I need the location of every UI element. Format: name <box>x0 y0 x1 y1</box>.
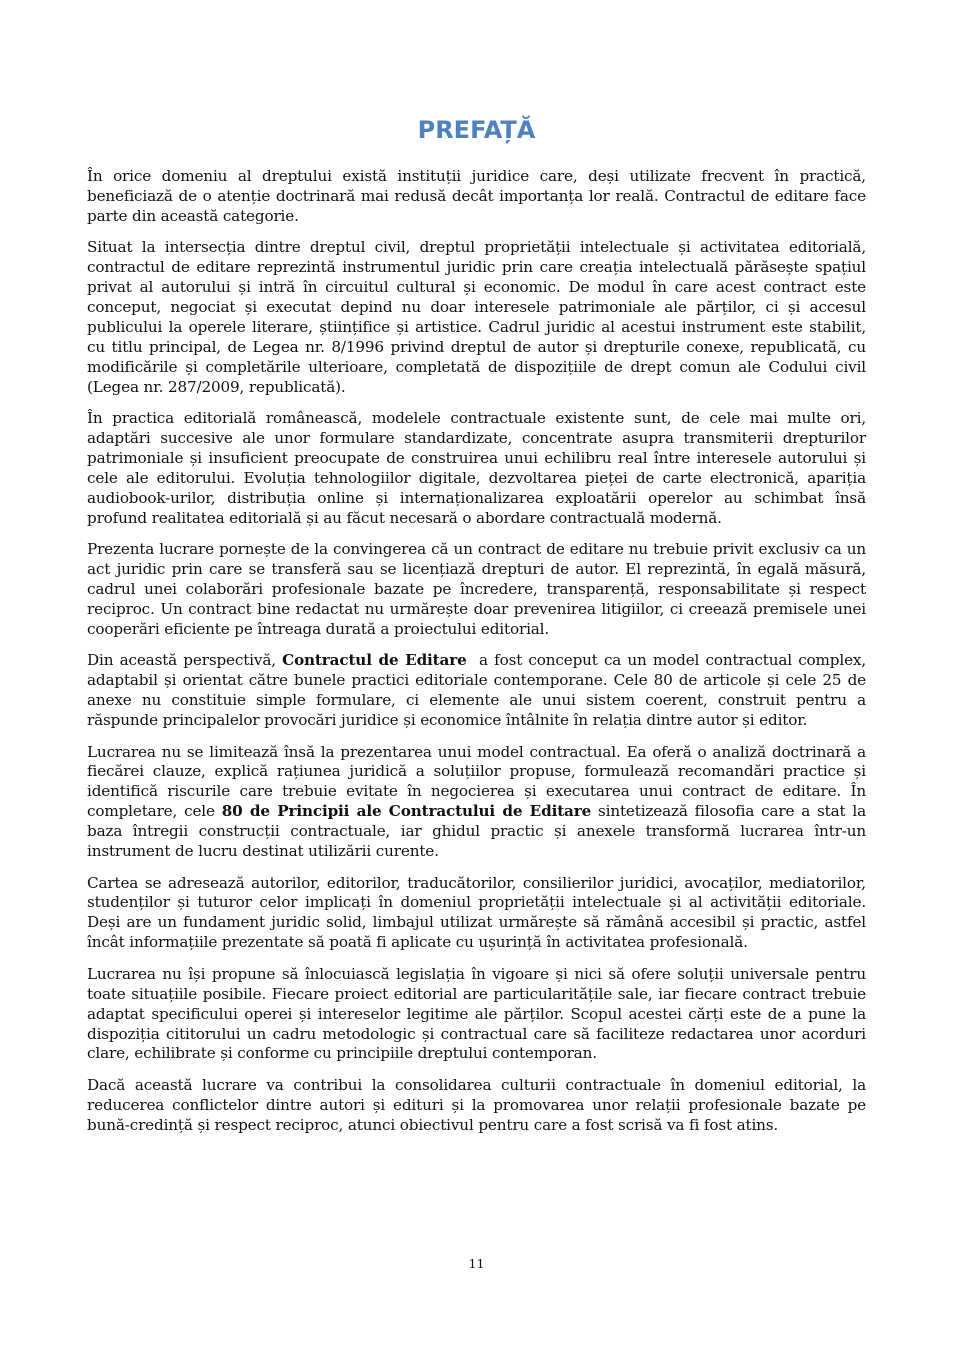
page-number: 11 <box>468 1256 485 1271</box>
paragraph-1: În orice domeniu al dreptului există instituții juridice care, deși utilizate frecvent în practică, beneficiază de o atenție doctrinară mai redusă decât importanța lor reală. Contractul de editare face parte din această categorie. <box>87 167 866 225</box>
contract-title-emphasis: Contractul de Editare <box>282 651 467 670</box>
paragraph-6 <box>87 743 866 862</box>
paragraph-5-rest: a fost conceput ca un model contractual complex, adaptabil și orientat către bunele practici editoriale contemporane. Cele 80 de articole și cele 25 de anexe nu constituie simple formulare, ci elemente ale unui sistem coerent, construit pentru a răspunde principalelor provocări juridice și economice întâlnite în relația dintre autor și editor. <box>87 651 871 730</box>
paragraph-8: Lucrarea nu își propune să înlocuiască legislația în vigoare și nici să ofere soluții universale pentru toate situațiile posibile. Fiecare proiect editorial are particularitățile sale, iar fiecare contract trebuie adaptat specificului operei și intereselor legitime ale părților. Scopul acestei cărți este de a pune la dispoziția cititorului un cadru metodologic și contractual care să faciliteze redactarea unor acorduri clare, echilibrate și conforme cu principiile dreptului contemporan. <box>87 964 866 1063</box>
paragraph-2: Situat la intersecția dintre dreptul civil, dreptul proprietății intelectuale și activitatea editorială, contractul de editare reprezintă instrumentul juridic prin care creația intelectuală părăsește spațiul privat al autorului și intră în circuitul cultural și economic. De modul în care acest contract este conceput, negociat și executat depind nu doar interesele patrimoniale ale părților, ci și accesul publicului la operele literare, științifice și artistice. Cadrul juridic al acestui instrument este stabilit, cu titlu principal, de Legea nr. 8/1996 privind dreptul de autor și drepturile conexe, republicată, cu modificările și completările ulterioare, completată de dispozițiile de drept comun ale Codului civil (Legea nr. 287/2009, republicată). <box>87 238 866 396</box>
paragraph-3: În practica editorială românească, modelele contractuale existente sunt, de cele mai multe ori, adaptări succesive ale unor formulare standardizate, concentrate asupra transmiterii drepturilor patrimoniale și insuficient preocupate de construirea unui echilibru real între interesele autorului și cele ale editorului. Evoluția tehnologiilor digitale, dezvoltarea pieței de carte electronică, apariția audiobook-urilor, distribuția online și internaționalizarea exploatării operelor au schimbat însă profund realitatea editorială și au făcut necesară o abordare contractuală modernă. <box>87 409 866 527</box>
paragraph-6-rest: sintetizează filosofia care a stat la baza întregii construcții contractuale, iar ghidul practic și anexele transformă lucrarea într-un instrument de lucru destinat utilizării curente. <box>87 802 866 861</box>
page-body <box>87 115 871 1147</box>
page-title: PREFAȚĂ <box>417 116 536 144</box>
paragraph-4: Prezenta lucrare pornește de la convingerea că un contract de editare nu trebuie privit exclusiv ca un act juridic prin care se transferă sau se licențiază drepturi de autor. El reprezintă, în egală măsură, cadrul unei colaborări profesionale bazate pe încredere, transparență, responsabilitate și respect reciproc. Un contract bine redactat nu urmărește doar prevenirea litigiilor, ci creează premisele unei cooperări eficiente pe întreaga durată a proiectului editorial. <box>87 540 866 638</box>
principles-title-emphasis: 80 de Principii ale Contractului de Editare <box>221 802 592 821</box>
paragraph-5 <box>87 651 871 731</box>
paragraph-5-intro: Din această perspectivă, <box>87 651 283 670</box>
paragraph-7: Cartea se adresează autorilor, editorilor, traducătorilor, consilierilor juridici, avocaților, mediatorilor, studenților și tuturor celor implicați în domeniul proprietății intelectuale și al activității editoriale. Deși are un fundament juridic solid, limbajul utilizat urmărește să rămână accesibil și practic, astfel încât informațiile prezentate să poată fi aplicate cu ușurință în activitatea profesională. <box>87 873 866 952</box>
paragraph-6-intro: Lucrarea nu se limitează însă la prezentarea unui model contractual. Ea oferă o analiză doctrinară a fiecărei clauze, explică rațiunea juridică a soluțiilor propuse, formulează recomandări practice și identifică riscurile care trebuie evitate în negocierea și executarea unui contract de editare. În completare, cele <box>87 742 866 821</box>
paragraph-9: Dacă această lucrare va contribui la consolidarea culturii contractuale în domeniul editorial, la reducerea conflictelor dintre autori și edituri și la promovarea unor relații profesionale bazate pe bună-credință și respect reciproc, atunci obiectivul pentru care a fost scrisă va fi fost atins. <box>87 1075 866 1134</box>
